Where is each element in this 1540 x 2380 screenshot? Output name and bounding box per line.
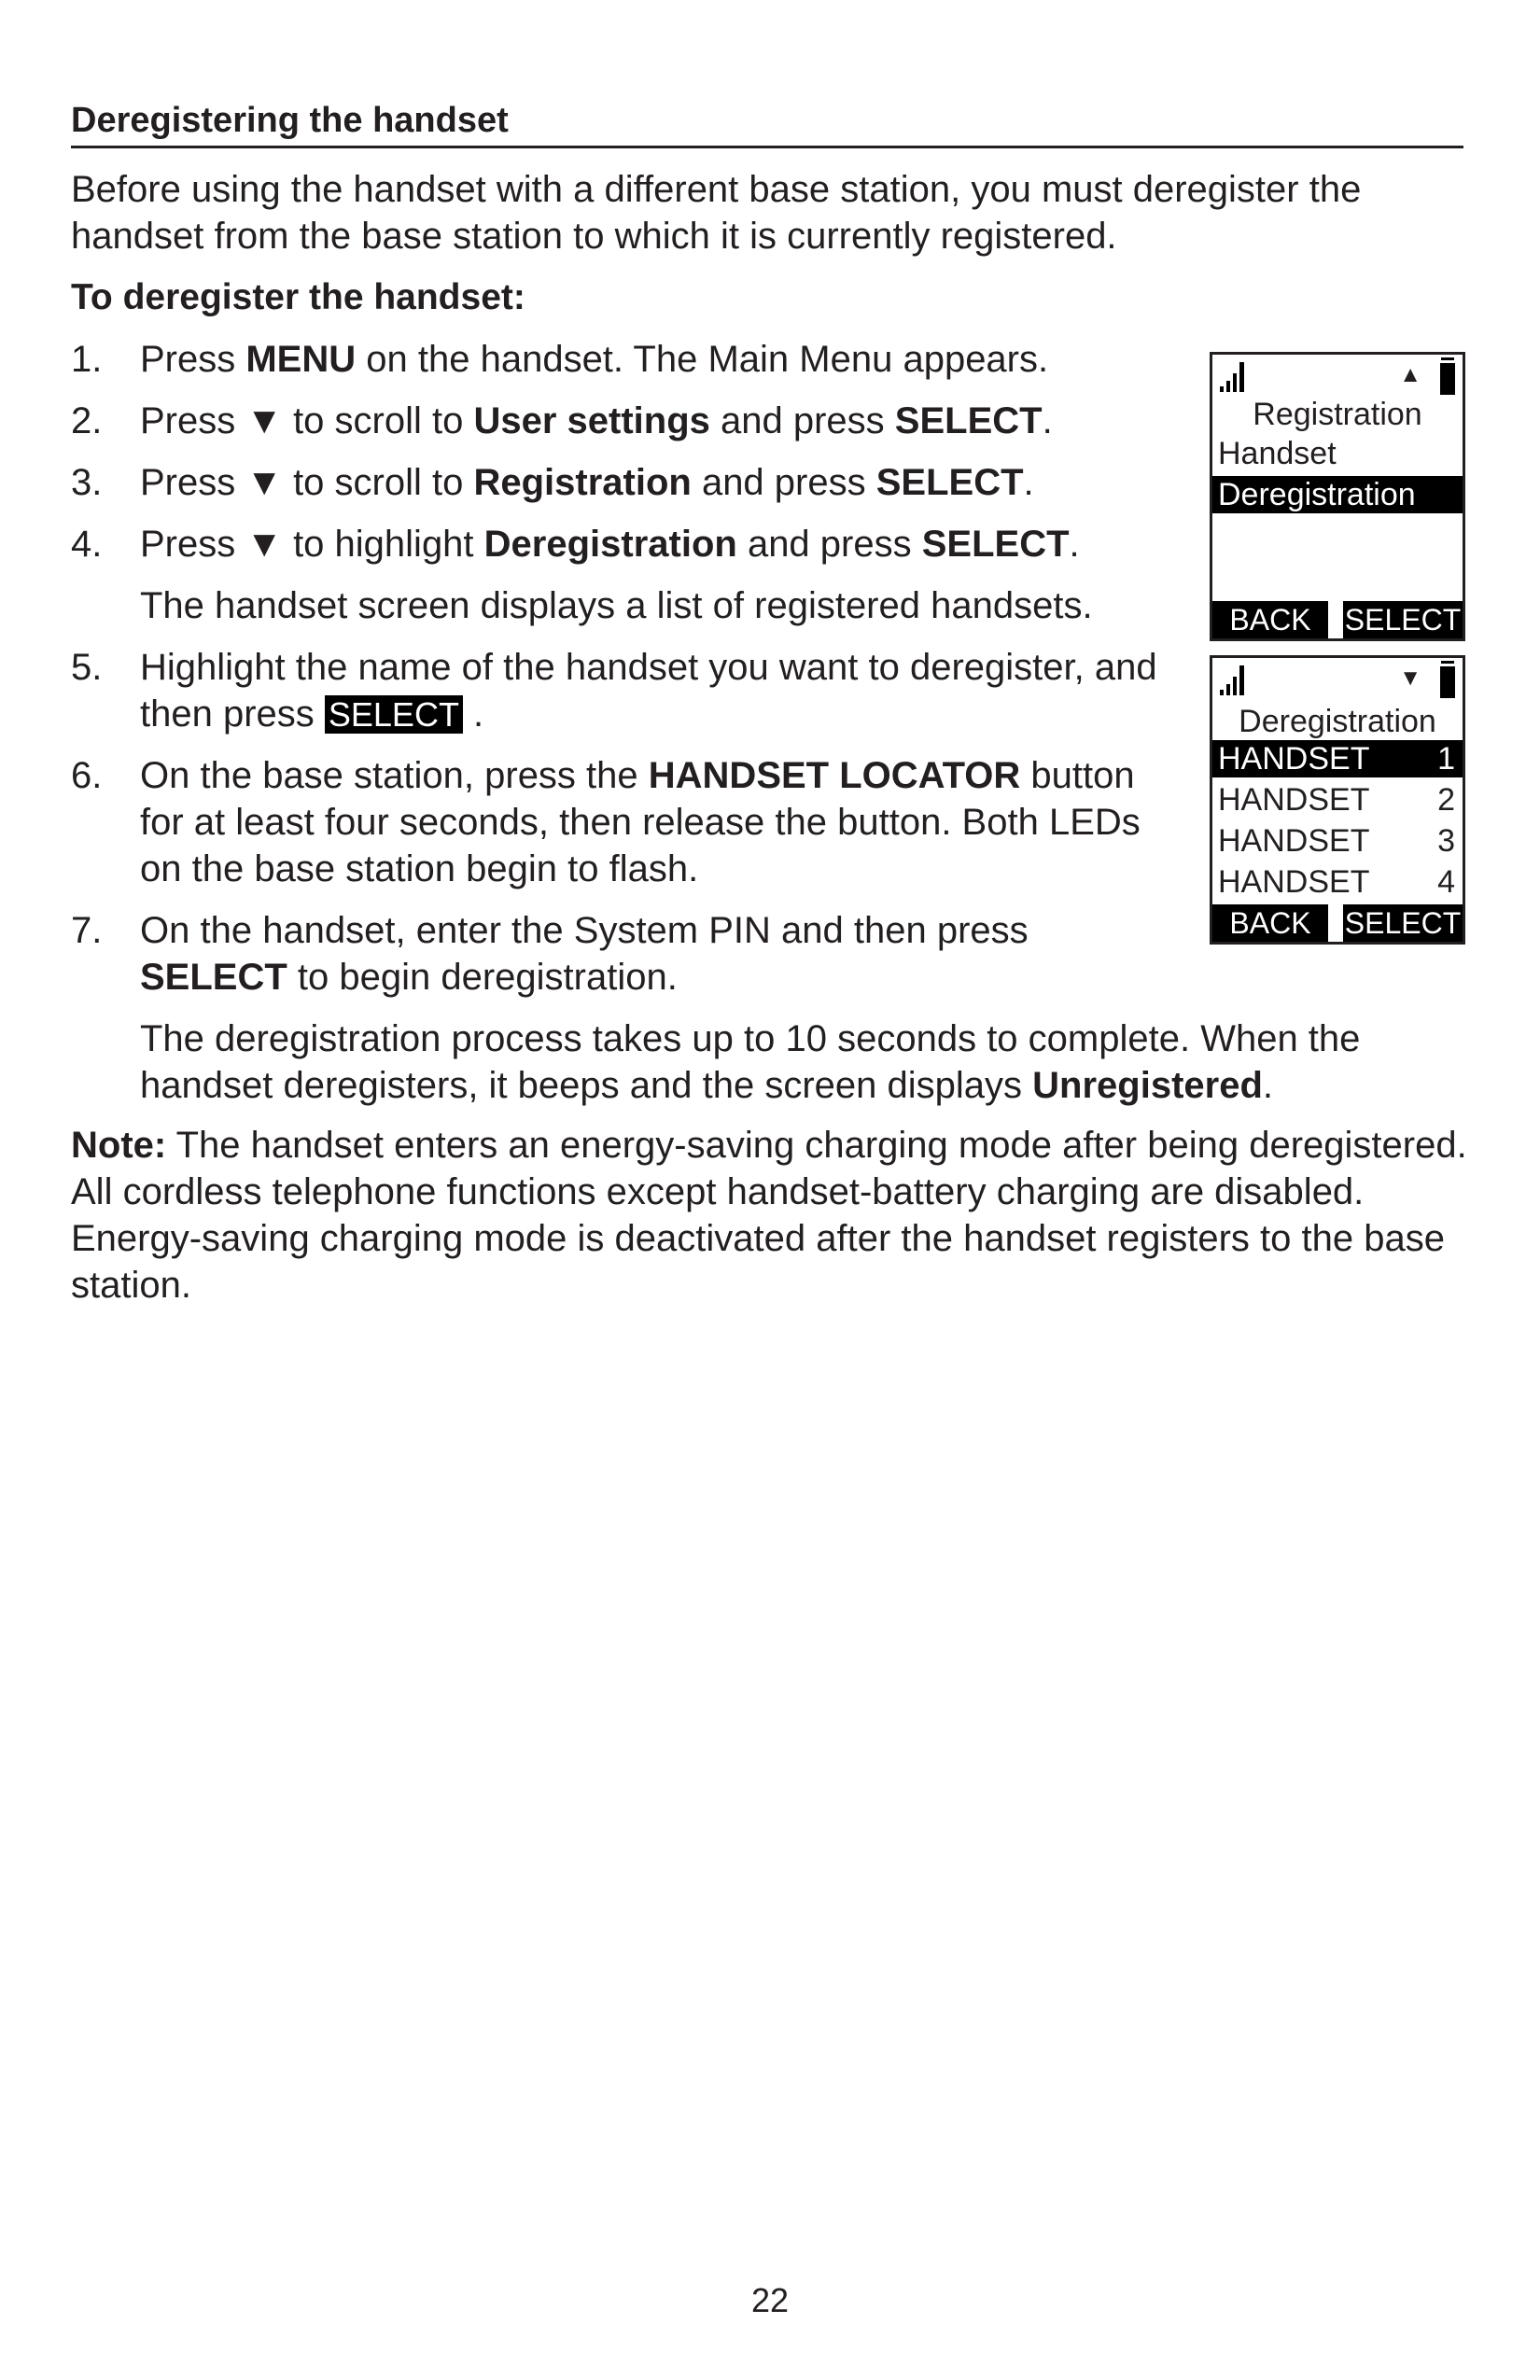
- step-text: Press: [140, 462, 246, 503]
- step-number: 2.: [71, 400, 103, 441]
- handset-list-item[interactable]: [1212, 781, 1463, 819]
- back-softkey[interactable]: BACK: [1212, 601, 1328, 638]
- select-softkey[interactable]: SELECT: [1344, 603, 1462, 637]
- down-arrow-icon: ▼: [245, 524, 283, 565]
- step-text: button: [1020, 755, 1135, 796]
- step-text: and press: [736, 524, 922, 565]
- note-label: Note:: [71, 1125, 167, 1166]
- step-4-note: The handset screen displays a list of registered handsets.: [140, 585, 1093, 626]
- step-text: on the handset. The Main Menu appears.: [356, 339, 1049, 380]
- note-paragraph: [71, 1122, 1471, 1309]
- handset-number: 1: [1437, 741, 1455, 777]
- step-text: On the handset, enter the System PIN and then press: [140, 910, 1029, 951]
- step-key: SELECT: [894, 400, 1043, 441]
- step-7-note-line1: The deregistration process takes up to 10 seconds to complete. When the: [140, 1018, 1361, 1059]
- step-6-line2: for at least four seconds, then release the button. Both LEDs: [140, 802, 1141, 843]
- battery-icon: [1440, 360, 1455, 395]
- step-text: .: [1042, 400, 1053, 441]
- handset-label: HANDSET: [1218, 864, 1370, 900]
- section-heading: Deregistering the handset: [71, 97, 1463, 148]
- step-7-line2: [140, 954, 678, 1001]
- step-key: Registration: [473, 462, 692, 503]
- step-key: SELECT: [921, 524, 1070, 565]
- handset-number: 2: [1437, 782, 1455, 818]
- step-key: HANDSET LOCATOR: [648, 755, 1021, 796]
- step-number: 3.: [71, 462, 103, 503]
- up-arrow-icon: ▲: [1399, 362, 1421, 387]
- down-arrow-icon: ▼: [1399, 665, 1421, 691]
- menu-item-deregistration[interactable]: Deregistration: [1212, 476, 1463, 513]
- softkey-bar: [1212, 601, 1463, 638]
- step-text: handset deregisters, it beeps and the screen displays: [140, 1065, 1033, 1106]
- step-text: then press: [140, 693, 325, 735]
- step-key: Deregistration: [483, 524, 737, 565]
- handset-number: 3: [1437, 823, 1455, 859]
- step-text: and press: [691, 462, 876, 503]
- step-key: MENU: [245, 339, 357, 380]
- procedure-subheading: To deregister the handset:: [71, 277, 525, 317]
- step-text: to scroll to: [282, 462, 474, 503]
- note-text: The handset enters an energy-saving charging mode after being deregistered. All cordless telephone functions except handset-battery charging are disabled. Energy-saving charging mode is deactivated after the handset registers to the base station.: [71, 1125, 1467, 1306]
- handset-list-item[interactable]: [1212, 863, 1463, 901]
- step-text: .: [1262, 1065, 1274, 1106]
- down-arrow-icon: ▼: [245, 400, 283, 441]
- handset-screen-registration: [1210, 352, 1465, 641]
- step-text: Press: [140, 524, 246, 565]
- handset-number: 4: [1437, 864, 1455, 900]
- battery-icon: [1440, 664, 1455, 698]
- step-6-line3: on the base station begin to flash.: [140, 848, 699, 889]
- step-text: Highlight the name of the handset you want to deregister, and: [140, 647, 1157, 688]
- step-text: Press: [140, 400, 246, 441]
- down-arrow-icon: ▼: [245, 462, 283, 503]
- handset-label: HANDSET: [1218, 782, 1370, 818]
- signal-strength-icon: [1220, 664, 1248, 695]
- step-text: Press: [140, 339, 246, 380]
- handset-screen-deregistration: [1210, 655, 1465, 945]
- step-key: SELECT: [140, 957, 287, 998]
- handset-label: HANDSET: [1218, 823, 1370, 859]
- step-text: and press: [709, 400, 895, 441]
- menu-item-handset[interactable]: Handset: [1218, 436, 1337, 471]
- step-text: to scroll to: [282, 400, 474, 441]
- signal-strength-icon: [1220, 360, 1248, 392]
- handset-list-item[interactable]: [1212, 740, 1463, 777]
- step-number: 6.: [71, 755, 103, 796]
- step-number: 1.: [71, 339, 103, 380]
- step-text: .: [462, 693, 484, 735]
- select-key-label: SELECT: [325, 695, 463, 734]
- step-text: to highlight: [282, 524, 484, 565]
- back-softkey[interactable]: BACK: [1212, 904, 1328, 942]
- screen-title: Registration: [1253, 397, 1422, 432]
- step-number: 4.: [71, 524, 103, 565]
- handset-label: HANDSET: [1218, 741, 1370, 777]
- step-5-line2: [140, 691, 483, 738]
- select-softkey[interactable]: SELECT: [1344, 906, 1462, 940]
- intro-paragraph: Before using the handset with a different base station, you must deregister the handset from the base station to which it is currently registered.: [71, 169, 1362, 257]
- step-text: to begin deregistration.: [287, 957, 678, 998]
- step-key: SELECT: [875, 462, 1024, 503]
- handset-list-item[interactable]: [1212, 822, 1463, 860]
- step-number: 5.: [71, 647, 103, 688]
- step-7-note-line2: [140, 1062, 1273, 1109]
- step-text: .: [1023, 462, 1034, 503]
- screen-title: Deregistration: [1239, 704, 1436, 739]
- status-text: Unregistered: [1032, 1065, 1263, 1106]
- step-key: User settings: [473, 400, 710, 441]
- step-text: On the base station, press the: [140, 755, 649, 796]
- step-text: .: [1069, 524, 1080, 565]
- page-number: 22: [750, 2281, 790, 2319]
- step-number: 7.: [71, 910, 103, 951]
- softkey-bar: [1212, 904, 1463, 942]
